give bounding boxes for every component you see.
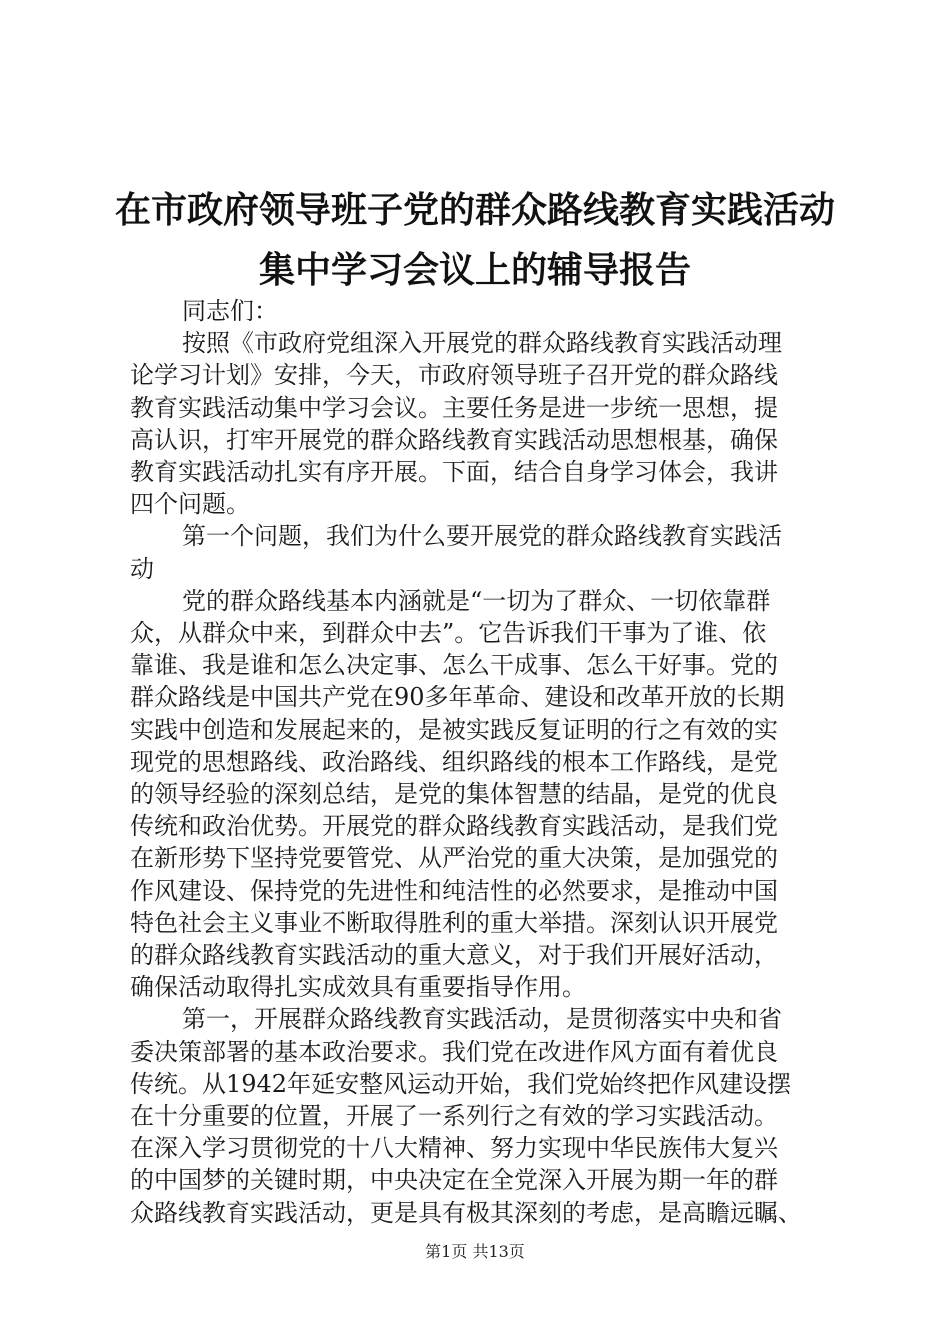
paragraph-line: 论学习计划》安排，今天，市政府领导班子召开党的群众路线 [130,361,778,389]
paragraph-line: 特色社会主义事业不断取得胜利的重大举措。深刻认识开展党 [130,909,778,937]
paragraph-line: 众路线教育实践活动，更是具有极其深刻的考虑，是高瞻远瞩、 [130,1199,802,1227]
paragraph-line: 教育实践活动扎实有序开展。下面，结合自身学习体会，我讲 [130,458,778,486]
section-heading-line: 第一个问题，我们为什么要开展党的群众路线教育实践活 [182,522,782,550]
paragraph-line: 委决策部署的基本政治要求。我们党在改进作风方面有着优良 [130,1038,778,1066]
paragraph-line: 按照《市政府党组深入开展党的群众路线教育实践活动理 [182,329,782,357]
paragraph-line: 众，从群众中来，到群众中去”。它告诉我们干事为了谁、依 [130,619,767,647]
document-title-line-2: 集中学习会议上的辅导报告 [258,249,691,291]
paragraph-line: 第一，开展群众路线教育实践活动，是贯彻落实中央和省 [182,1005,782,1033]
paragraph-line: 教育实践活动集中学习会议。主要任务是进一步统一思想，提 [130,394,778,422]
paragraph-line: 在深入学习贯彻党的十八大精神、努力实现中华民族伟大复兴 [130,1134,778,1162]
paragraph-line: 党的群众路线基本内涵就是“一切为了群众、一切依靠群 [182,587,771,615]
paragraph-line: 的群众路线教育实践活动的重大意义，对于我们开展好活动， [130,941,778,969]
salutation: 同志们： [182,297,278,325]
paragraph-line: 传统。从1942年延安整风运动开始，我们党始终把作风建设摆 [130,1070,792,1098]
paragraph-line: 实践中创造和发展起来的，是被实践反复证明的行之有效的实 [130,716,778,744]
paragraph-line: 四个问题。 [130,490,250,518]
paragraph-line: 的中国梦的关键时期，中央决定在全党深入开展为期一年的群 [130,1166,778,1194]
paragraph-line: 高认识，打牢开展党的群众路线教育实践活动思想根基，确保 [130,426,778,454]
paragraph-line: 现党的思想路线、政治路线、组织路线的根本工作路线，是党 [130,748,778,776]
paragraph-line: 的领导经验的深刻总结，是党的集体智慧的结晶，是党的优良 [130,780,778,808]
paragraph-line: 传统和政治优势。开展党的群众路线教育实践活动，是我们党 [130,812,778,840]
page-number-footer: 第1页 共13页 [425,1242,525,1261]
paragraph-line: 在十分重要的位置，开展了一系列行之有效的学习实践活动。 [130,1102,778,1130]
paragraph-line: 在新形势下坚持党要管党、从严治党的重大决策，是加强党的 [130,844,778,872]
paragraph-line: 群众路线是中国共产党在90多年革命、建设和改革开放的长期 [130,683,785,711]
paragraph-line: 靠谁、我是谁和怎么决定事、怎么干成事、怎么干好事。党的 [130,651,778,679]
section-heading-line: 动 [130,555,154,583]
document-title-line-1: 在市政府领导班子党的群众路线教育实践活动 [114,189,835,231]
paragraph-line: 确保活动取得扎实成效具有重要指导作用。 [130,973,586,1001]
paragraph-line: 作风建设、保持党的先进性和纯洁性的必然要求，是推动中国 [130,877,778,905]
